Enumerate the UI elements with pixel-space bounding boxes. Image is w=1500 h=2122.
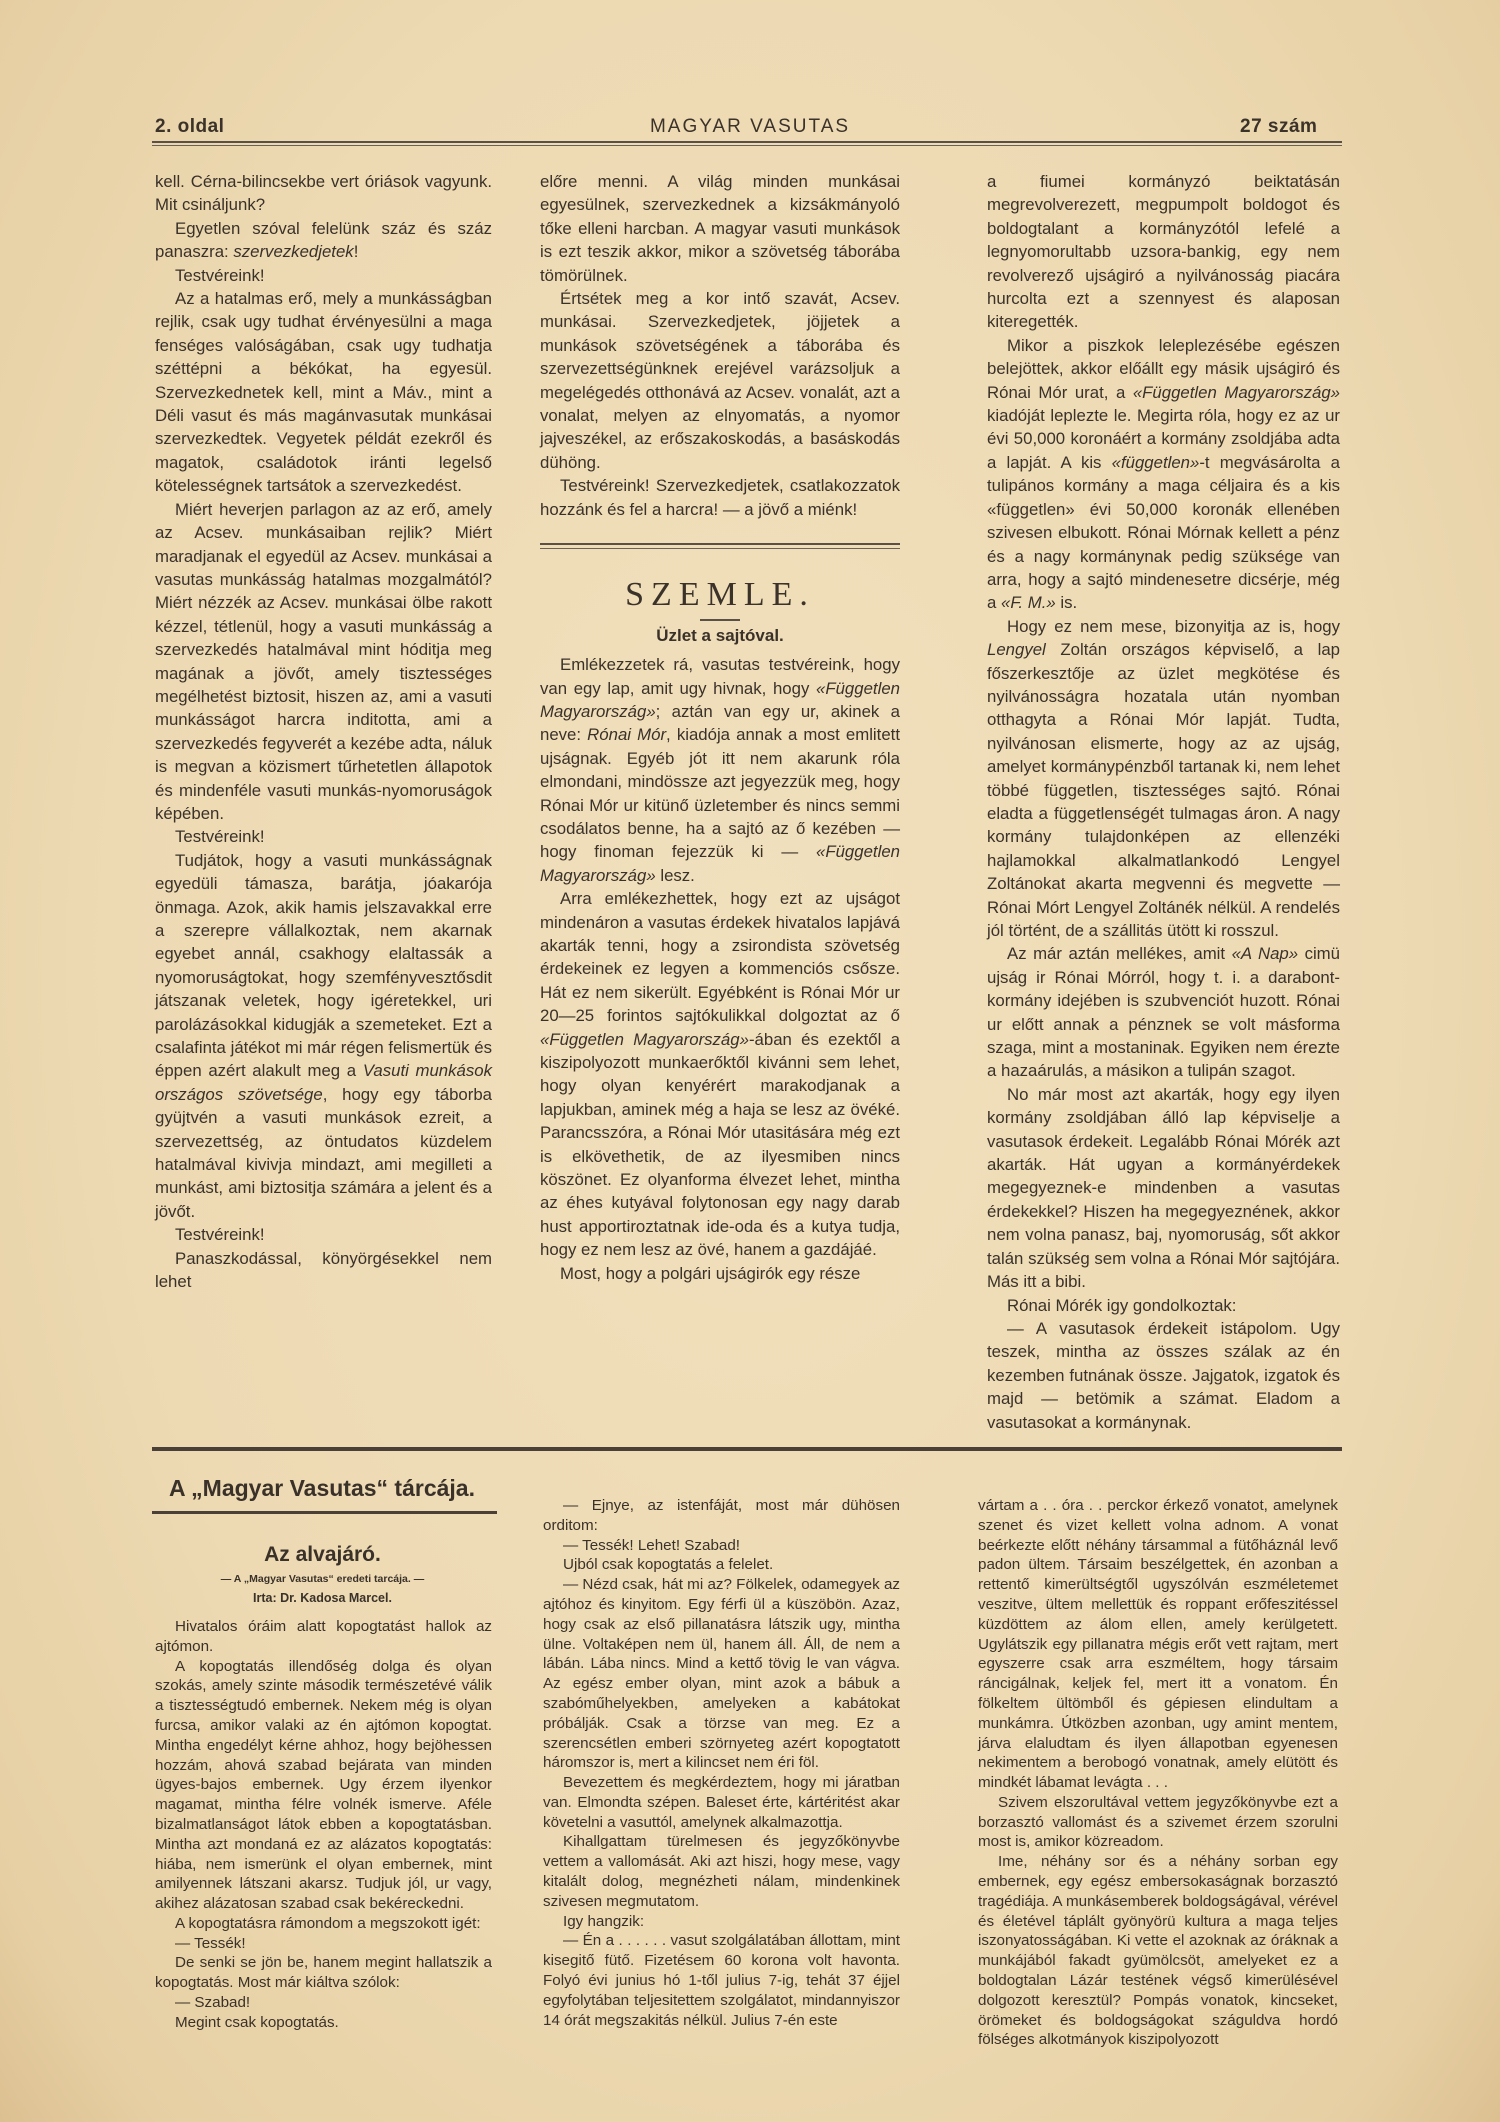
italic-text: «független» xyxy=(1111,452,1200,472)
paragraph: Tudjátok, hogy a vasuti munkásságnak egyedüli támasza, barátja, jóakarója önmaga. Azok, akik hamis jelszavakkal erre a szerepre vállalkoztak, nem akarnak egyebet annál, csakhogy elaltassák a nyomoruságtokat, hogy szemfényvesztősdit játszanak veletek, hogy igéretekkel, uri parolázásokkal kidugják a szemeteket. Ezt a csalafinta játékot mi már régen felismertük és éppen azért alakult meg a Vasuti munkások országos szövetsége, hogy egy táborba gyüjtvén a vasuti munkások ezreit, a szervezettség, az öntudatos küzdelem hatalmával kivivja mindazt, ami megilleti a munkást, ami biztositja számára a jelent és a jövőt. xyxy=(155,850,492,1221)
column-top-left xyxy=(155,170,492,1294)
paragraph: — Én a . . . . . . vasut szolgálatában állottam, mint kisegitő fütő. Fizetésem 60 korona volt havonta. Folyó évi junius hó 1-től julius 7-ig, tehát 37 éjjel egyfolytában teljesitettem szolgálatot, mindannyiszor 14 órát megszakitás nélkül. Julius 7-én este xyxy=(543,1932,900,2029)
feuilleton-heading-rule xyxy=(152,1511,497,1514)
paragraph: A kopogtatásra rámondom a megszokott igét: xyxy=(175,1914,481,1932)
header-rule xyxy=(152,141,1342,146)
column-top-middle xyxy=(540,170,900,1285)
column-bottom-left-wrap xyxy=(152,1451,497,2033)
paragraph: De senki se jön be, hanem megint hallatszik a kopogtatás. Most már kiáltva szólok: xyxy=(155,1954,492,1992)
paragraph: a fiumei kormányzó beiktatásán megrevolverezett, megpumpolt boldogot és boldogtalant a kormányzótól lefelé a legnyomorultabb uzsora-bankig, egy nem revolverező ujságiró a nyilvánosság piacára hurcolta ezt a szennyest és alaposan kiteregették. xyxy=(987,172,1340,332)
story-title: Az alvajáró. xyxy=(264,1542,381,1566)
paragraph: A kopogtatás illendőség dolga és olyan szokás, amely szinte második természetévé válik a tisztességtudó embernek. Nekem még is olyan furcsa, amikor valaki az én ajtómon kopogtat. Mintha engedélyt kérne ahhoz, hogy bejöhessen hozzám, ahová szabad bejárata van minden ügyes-bajos embernek. Ugy érzem ilyenkor magamat, mintha félre volnék ismerve. Aféle bizalmatlanságot látok ebben a kopogtatásban. Mintha azt mondaná ez az alázatos kopogtatás: hiába, nem ismerünk el olyan embernek, mint amilyennek látszani akarsz. Tudjuk jól, ur vagy, akihez alázatosan szabad csak bekéreckedni. xyxy=(155,1657,492,1913)
paragraph: Testvéreink! xyxy=(175,1225,265,1245)
italic-text: szervezkedjetek xyxy=(233,242,354,262)
italic-text: Vasuti munkások országos szövetsége xyxy=(155,1061,492,1104)
paragraph: Értsétek meg a kor intő szavát, Acsev. munkásai. Szervezkedjetek, jöjjetek a munkások szövetségének a táborába és szervezettségünknek erejével varázsoljuk a megelégedés otthonává az Acsev. vonalát, azt a vonalat, melyen az elnyomatás, a nyomor jajveszékel, az erőszakoskodás, a basáskodás dühöng. xyxy=(540,289,900,472)
italic-text: «Független Magyarország» xyxy=(540,842,900,885)
paragraph: előre menni. A világ minden munkásai egyesülnek, szervezkednek a kizsákmányoló tőke elleni harcban. A magyar vasuti munkások is ezt teszik akkor, mikor a szövetség táborába tömörülnek. xyxy=(540,172,900,285)
feuilleton-heading: A „Magyar Vasutas“ tárcája. xyxy=(169,1474,475,1501)
paragraph: — Tessék! Lehet! Szabad! xyxy=(563,1536,741,1554)
paragraph: Az a hatalmas erő, mely a munkásságban rejlik, csak ugy tudhat érvényesülni a maga fenséges valóságában, csak ugy tudhatja széttépni a békókat, ha egyesül. Szervezkednetek kell, mint a Máv., mint a Déli vasut és más magánvasutak munkásai szervezkedtek. Vegyetek példát ezekről és magatok, családotok iránti legelső kötelességnek tartsátok a szervezkedést. xyxy=(155,289,492,496)
column-top-right xyxy=(987,170,1340,1434)
paragraph: Testvéreink! xyxy=(175,827,265,847)
paragraph: vártam a . . óra . . perckor érkező vonatot, amelynek szenet és vizet kellett volna adnom. A vonat beérkezte előtt néhány társammal a fütőháznál levő padon ültem. Társaim beszélgettek, én azonban a rettentő kimerültségtől ugyszólván eszméletemet veszitve, ültem mellettük és roppant erőfeszitéssel küzdöttem az álom ellen, amely kerülgetett. Ugylátszik egy pillanatra mégis erőt vett rajtam, mert egyszerre csak arra eszméltem, hogy társaim ráncigálnak, keljek fel, mert itt a vonatom. Én fölkeltem ültömből és gépiesen elindultam a munkámra. Útközben azonban, ugy amint mentem, járva elaludtam és ilyen állapotban egyenesen nekimentem a berobogó vonatnak, amely elütött és mindkét lábamat levágta . . . xyxy=(978,1496,1338,1792)
italic-text: Rónai Mór xyxy=(587,725,667,745)
article-body xyxy=(540,653,900,1285)
page-number: 2. oldal xyxy=(155,116,225,137)
page-body xyxy=(152,170,1342,2050)
paragraph: — Nézd csak, hát mi az? Fölkelek, odamegyek az ajtóhoz és kinyitom. Egy férfi ül a küszöbön. Azaz, hogy csak az első pillanatásra látszik ugy, mintha ülne. Voltaképen nem ül, hanem áll. Áll, de nem a lábán. Lába nincs. Mind a kettő tövig le van vágva. Az egész ember olyan, mint azok a bábuk a szabóműhelyekben, amelyeken a kabátokat próbálják. Csak a törzse van meg. Ez a szerencsétlen emberi szörnyeteg azért kopogtatott háromszor is, mert a kilincset nem éri föl. xyxy=(543,1576,900,1772)
appeal-end xyxy=(540,170,900,521)
paragraph: Kihallgattam türelmesen és jegyzőkönyvbe vettem a vallomását. Aki azt hiszi, hogy mese, vagy kitalált dolog, megnézheti nálam, mindenkinek szivesen megmutatom. xyxy=(543,1833,900,1910)
paragraph: No már most azt akarták, hogy egy ilyen kormány zsoldjában álló lap képviselje a vasutasok érdekeit. Legalább Rónai Mórék azt akarták. Hát ugyan a kormányérdekek megegyeznek-e mindenben a vasutas érdekekkel? Hiszen ha megegyeznének, akkor nem volna panasz, baj, nyomoruság, sőt akkor talán szükség sem volna a Rónai Mór sajtójára. Más itt a bibi. xyxy=(987,1084,1340,1292)
paragraph: Arra emlékezhettek, hogy ezt az ujságot mindenáron a vasutas érdekek hivatalos lapjává akarták tenni, hogy a zsirondista szövetség érdekeinek ez legyen a kommenciós csősze. Hát ez nem sikerült. Egyébként is Rónai Mór ur 20—25 forintos sajtókulikkal dolgoztat az ő «Független Magyarország»-ában és ezektől a kiszipolyozott munkaerőktől kivánni sem lehet, hogy olyan kenyérért marakodjanak a lapjukban, aminek még a haja se lesz az övéké. Parancsszóra, a Rónai Mór utasitására még ezt is elkövethetik, de az ilyesmiben nincs köszönet. Ez olyanforma élvezet lehet, mintha az éhes kutyával folytonosan egy nagy darab hust apportiroztatnak ide-oda és a kutya tudja, hogy ez nem lesz az övé, hanem a gazdájáé. xyxy=(540,889,900,1260)
paragraph: — Ejnye, az istenfáját, most már dühösen orditom: xyxy=(543,1496,900,1534)
paragraph: Ime, néhány sor és a néhány sorban egy embernek, egy egész embersokaságnak borzasztó tragédiája. A munkásemberek boldogságával, vérével és életével táplált gyönyörü kultura a maga teljes iszonyatosságában. Ki vette el azoknak az óráknak a munkájából fakadt gyümölcsöt, amelyeket ez a boldogtalan Lázár testének végső kimerülésével dolgozott keresztül? Pompás vonatok, kincseket, örömeket és boldogságokat száguldva hordó fölséges alkotmányok kiszipolyozott xyxy=(978,1853,1338,2049)
paragraph: — A vasutasok érdekeit istápolom. Ugy teszek, mintha az összes szálak az én kezemben futnának össze. Jajgatok, izgatok és majd — betömik a számat. Eladom a vasutasokat a kormánynak. xyxy=(987,1318,1340,1432)
italic-text: «A Nap» xyxy=(1231,944,1299,964)
paragraph: Testvéreink! Szervezkedjetek, csatlakozzatok hozzánk és fel a harcra! — a jövő a miénk! xyxy=(540,476,900,519)
paragraph: — Tessék! xyxy=(175,1934,246,1952)
section-title: SZEMLE. xyxy=(625,576,815,614)
italic-text: Lengyel xyxy=(987,640,1046,660)
paragraph: Egyetlen szóval felelünk száz és száz panaszra: szervezkedjetek! xyxy=(155,218,492,262)
paragraph: Testvéreink! xyxy=(175,265,265,285)
paragraph: Rónai Mórék igy gondolkoztak: xyxy=(1007,1295,1237,1315)
paragraph: Igy hangzik: xyxy=(563,1912,645,1930)
article-title: Üzlet a sajtóval. xyxy=(656,626,784,646)
paragraph: Hogy ez nem mese, bizonyitja az is, hogy Lengyel Zoltán országos képviselő, a lap főszerkesztője az üzlet megkötése és nyilvánosságra hozatala után nyomban otthagyta a Rónai Mór lapját. Tudta, nyilvánosan elismerte, hogy az az ujság, amelyet kormánypénzből tartanak ki, nem lehet többé független, tisztességes sajtó. Rónai eladta a függetlenségét tulmagas áron. A nagy kormány tulajdonképen az ellenzéki hajlamokkal alkalmatlankodó Lengyel Zoltánokat akarta megvenni és megvette — Rónai Mórt Lengyel Zoltánék nélkül. A rendelés jól történt, de a szállitás ütött ki rosszul. xyxy=(987,616,1340,940)
paragraph: Panaszkodással, könyörgésekkel nem lehet xyxy=(155,1248,492,1292)
paragraph: Miért heverjen parlagon az az erő, amely az Acsev. munkásaiban rejlik? Miért maradjanak el egyedül az Acsev. munkásai a vasutas munkásság hatalmas mozgalmától? Miért nézzék az Acsev. munkásai ölbe rakott kézzel, tétlenül, hogy a vasuti munkásság a szervezkedés hatalmával mint hóditja meg magának a jövőt, amely tisztességes megélhetést biztosit, hiszen az, ami a vasuti munkásságot harcra inditotta, ami a szervezkedés fegyverét a kezébe adta, náluk is megvan a közismert tűrhetetlen állapotok és mindenféle vasuti munkás-nyomoruságok képében. xyxy=(155,499,492,823)
paragraph: Mikor a piszkok leleplezésébe egészen belejöttek, akkor előállt egy másik ujságiró és Rónai Mór urat, a «Független Magyarország» kiadóját leplezte le. Megirta róla, hogy ez az ur évi 50,000 koronáért a kormány zsoldjába adta a lapját. A kis «független»-t megvásárolta a tulipános kormány a maga céljaira és a kis «független» évi 50,000 koronák ellenében szivesen elbukott. Rónai Mórnak kellett a pénz és a nagy kormánynak pedig szüksége van arra, hogy a sajtó mindenesetre dicsérje, még a «F. M.» is. xyxy=(987,335,1340,613)
italic-text: «Független Magyarország» xyxy=(540,678,900,721)
paragraph: Az már aztán mellékes, amit «A Nap» cimü ujság ir Rónai Mórról, hogy t. i. a darabont-kormány idejében is szubvenciót huzott. Rónai ur előtt annak a pénznek se volt másforma szaga, mint a mostaninak. Egyiken nem érezte a hazaárulás, a másikon a tulipán szagot. xyxy=(987,944,1340,1081)
paragraph: Bevezettem és megkérdeztem, hogy mi járatban van. Elmondta szépen. Baleset érte, kártéritést akar követelni a vasuttól, amelynek alkalmazottja. xyxy=(543,1774,900,1831)
story-subtitle: — A „Magyar Vasutas“ eredeti tarcája. — xyxy=(220,1572,425,1585)
section-rule xyxy=(540,543,900,549)
paragraph: Szivem elszorultával vettem jegyzőkönyvbe ezt a borzasztó vallomást és a szivemet érzem szorulni most is, amikor közreadom. xyxy=(978,1793,1338,1851)
paragraph: Ujból csak kopogtatás a felelet. xyxy=(563,1556,774,1574)
italic-text: «Független Magyarország» xyxy=(540,1029,749,1049)
newspaper-title: MAGYAR VASUTAS xyxy=(649,116,851,137)
feuilleton-section xyxy=(152,1451,1342,2050)
column-bottom-right xyxy=(978,1496,1338,2050)
column-bottom-left xyxy=(155,1617,492,2033)
paragraph: Megint csak kopogtatás. xyxy=(175,2013,339,2031)
story-author: Irta: Dr. Kadosa Marcel. xyxy=(253,1590,392,1605)
title-dash xyxy=(700,619,740,621)
paragraph: Most, hogy a polgári ujságirók egy része xyxy=(560,1263,861,1283)
column-bottom-middle xyxy=(543,1496,900,2031)
issue-number: 27 szám xyxy=(1240,116,1318,137)
top-section xyxy=(152,170,1342,1434)
paragraph: Hivatalos óráim alatt kopogtatást hallok az ajtómon. xyxy=(155,1617,492,1655)
paragraph: Emlékezzetek rá, vasutas testvéreink, hogy van egy lap, amit ugy hivnak, hogy «Független Magyarország»; aztán van egy ur, akinek a neve: Rónai Mór, kiadója annak a most emlitett ujságnak. Egyéb jót itt nem akarunk róla elmondani, mindössze azt jegyezzük meg, hogy Rónai Mór ur kitünő üzletember és nincs semmi csodálatos benne, ha a sajtó az ő kezében — hogy finoman fejezzük ki — «Független Magyarország» lesz. xyxy=(540,655,900,885)
italic-text: «F. M.» xyxy=(1001,593,1056,613)
paragraph: kell. Cérna-bilincsekbe vert óriások vagyunk. Mit csináljunk? xyxy=(155,172,492,215)
italic-text: «Független Magyarország» xyxy=(1132,382,1340,402)
paragraph: — Szabad! xyxy=(175,1994,251,2012)
